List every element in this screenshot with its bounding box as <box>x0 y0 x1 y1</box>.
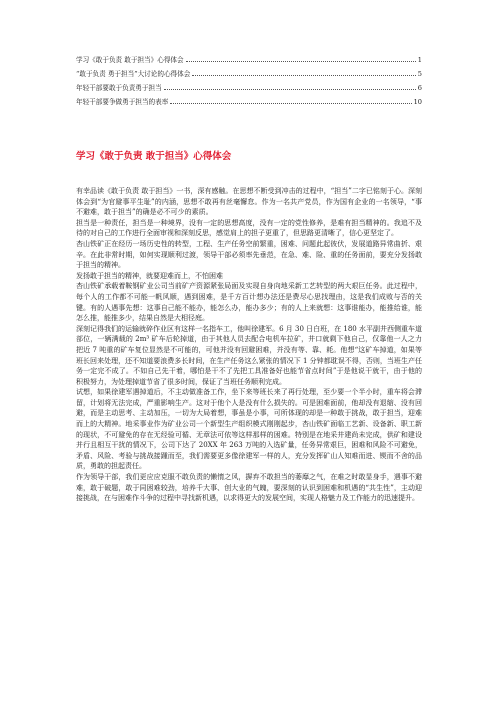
document-body <box>76 186 422 504</box>
toc-entry-page: 6 <box>417 84 422 92</box>
toc-entry-title[interactable]: 学习《敢于负责 敢于担当》心得体会 <box>76 56 184 64</box>
toc-entry[interactable] <box>76 56 422 64</box>
body-paragraph: 担当是一种责任，担当是一种境界，没有一定的思想高度，没有一定的党性修养，是难有担当精神的。我追不及待的对自己的工作进行全面审视和深刻反思，感觉肩上的担子更重了，但思路更清晰了，信心更坚定了。 <box>76 218 422 238</box>
toc-leader-dots <box>164 89 416 90</box>
document-title: 学习《敢于负责 敢于担当》心得体会 <box>76 151 232 162</box>
toc-leader-dots <box>192 75 415 76</box>
toc-entry-page: 1 <box>417 56 422 64</box>
body-paragraph: 有幸品读《敢于负责 敢于担当》一书，深有感触。在思想不断受到冲击的过程中，“担当”二字已铭刻于心。深刻体会到“为官避事平生耻”的内涵，思想不敢再有丝毫懈怠。作为一名共产党员，作为国有企业的一名领导，“事不避难，敢于担当”的确是必不可少的素质。 <box>76 187 422 217</box>
body-paragraph: 杏山铁矿承载着鞍钢矿业公司当前矿产资源紧张局面及实现自身向地采新工艺转型的两大艰巨任务。此过程中，每个人的工作都不可能一帆风顺，遇到困难，是千方百计想办法还是费尽心思找理由，这是我们成败与否的关键。有的人遇事先想：这事自己能不能办，能怎么办，能办多少；有的人上来就想：这事谁能办，能推给谁，能怎么推，能推多少，结果自然是大相径庭。 <box>76 282 422 323</box>
toc-entry-title[interactable]: 年轻干部要敢于负责勇于担当 <box>76 84 162 92</box>
toc-entry-title[interactable]: “敢于负责 勇于担当”大讨论的心得体会 <box>76 70 191 78</box>
toc-leader-dots <box>170 103 411 104</box>
toc-entry[interactable] <box>76 84 422 92</box>
toc-leader-dots <box>186 61 416 62</box>
toc-entry-page: 10 <box>413 98 422 106</box>
body-paragraph: 深刻记得我们的运输就碎作业区有这样一名指车工，他叫徐建军。6 月 30 日白班，在 180 水平副井西侧重车道部位，一辆满载的 2m³ 矿车后轮掉道，由于其他人员去配合电机车拉矿，井口就剩下他自己，仅靠他一人之力把近 7 吨重的矿车复位显然是不可能的，可他并没有回避困难，并没有等、靠、耗。他想“这矿车掉道，如果等班长回来处理，还不知道要浪费多长时间，在生产任务这么紧张的情况下 1 分钟都耽误不得，否则，当班生产任务一定完不成了。不如自己先干着，哪怕是干不了先把工具准备好也能节省点时间”于是他说干就干，由于他的积极努力，为处理掉道节省了很多时间，保证了当班任务顺利完成。 <box>76 324 422 386</box>
toc-entry[interactable] <box>76 98 422 106</box>
toc-entry-title[interactable]: 年轻干部要争做勇于担当的表率 <box>76 98 169 106</box>
toc-entry[interactable] <box>76 70 422 78</box>
toc-entry-page: 5 <box>417 70 422 78</box>
body-paragraph: 杏山铁矿正在经历一场历史性的转型，工程、生产任务空前繁重，困难、问题此起彼伏，发展道路异常曲折、艰辛。在此非常时期，如何实现顺利过渡，领导干部必须率先垂范，在急、难、险、重的任务面前，要充分发扬敢于担当的精神。 <box>76 239 422 270</box>
body-paragraph: 作为领导干部，我们更应应克服不敢负责的懒惰之风，摒弃不敢担当的萎靡之气，在难之时敢显身手，遇事不避难，敢于破题，敢于同困难较劲，培养千大事、创大业的气魄，要深刻的认识到困难和机遇的“共生性”，主动迎接挑战，在与困难作斗争的过程中寻找新机遇，以求得更大的发展空间，实现人格魅力及工作能力的迅速提升。 <box>76 473 422 503</box>
body-paragraph: 试想，如果徐建军遇掉道后，不主动做准备工作，坐下来等班长来了再行处理，至少要一个半小时，重车将会滞留，计划将无法完成，严重影响生产。这对于他个人是没有什么损失的。可是困难面前，他却没有退缩、没有回避，而是主动思考、主动加压，一切为大局着想，事虽是小事，可所体现的却是一种敢于挑战，敢于担当，迎难而上的大精神。地采事业作为矿业公司一个新型生产组织模式刚刚起步，杏山铁矿面临工艺新、设备新、职工新的现状，不可避免的存在无经验可循、无章法可依等这样那样的困难。特别是在地采井建尚未完成，供矿和建设并行且相互干扰的情况下，公司下达了 20XX 年 263 万吨的入选矿量，任务异常艰巨，困难和风险不可避免，矛盾、风险、考验与挑战接踵而至，我们需要更多像徐建军一样的人，充分发挥矿山人知难而进、锲而不舍的品质，勇敢的担起责任。 <box>76 388 422 471</box>
body-paragraph: 发扬敢于担当的精神，就要迎难而上，不怕困难 <box>76 271 223 280</box>
table-of-contents <box>76 56 422 112</box>
